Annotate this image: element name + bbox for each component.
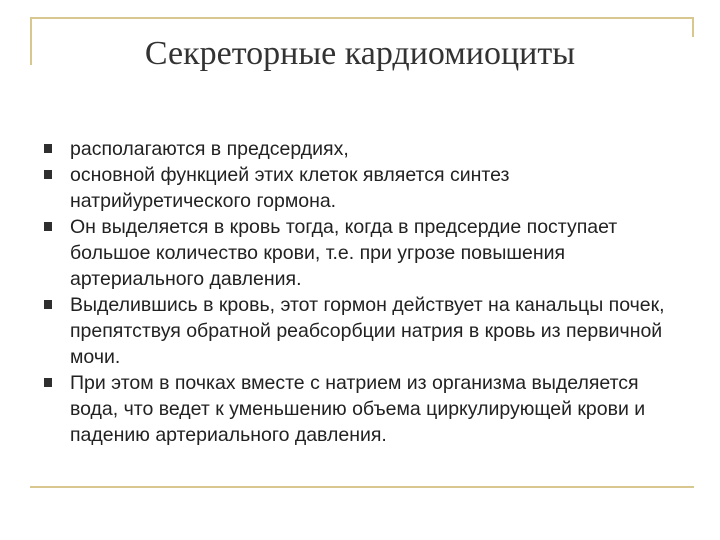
square-bullet-icon [44,378,52,387]
square-bullet-icon [44,144,52,153]
top-rule [30,17,694,19]
square-bullet-icon [44,300,52,309]
bullet-item [0,136,670,162]
right-rule [692,17,694,37]
bullet-item [0,370,670,448]
bullet-text: При этом в почках вместе с натрием из организма выделяется вода, что ведет к уменьшению объема циркулирующей крови и падению артериального давления. [70,372,646,446]
bullet-text: располагаются в предсердиях, [70,138,349,160]
bullet-text: Он выделяется в кровь тогда, когда в предсердие поступает большое количество крови, т.е. при угрозе повышения артериального давления. [70,216,618,290]
bullet-text: Выделившись в кровь, этот гормон действует на канальцы почек, препятствуя обратной реабсорбции натрия в кровь из первичной мочи. [70,294,665,368]
left-rule [30,17,32,65]
bottom-rule [30,486,694,488]
bullet-list [0,136,670,448]
slide-title: Секреторные кардиомиоциты [144,35,576,72]
square-bullet-icon [44,222,52,231]
bullet-item [0,214,670,292]
bullet-text: основной функцией этих клеток является синтез натрийуретического гормона. [70,164,510,212]
square-bullet-icon [44,170,52,179]
bullet-item [0,292,670,370]
bullet-item [0,162,670,214]
